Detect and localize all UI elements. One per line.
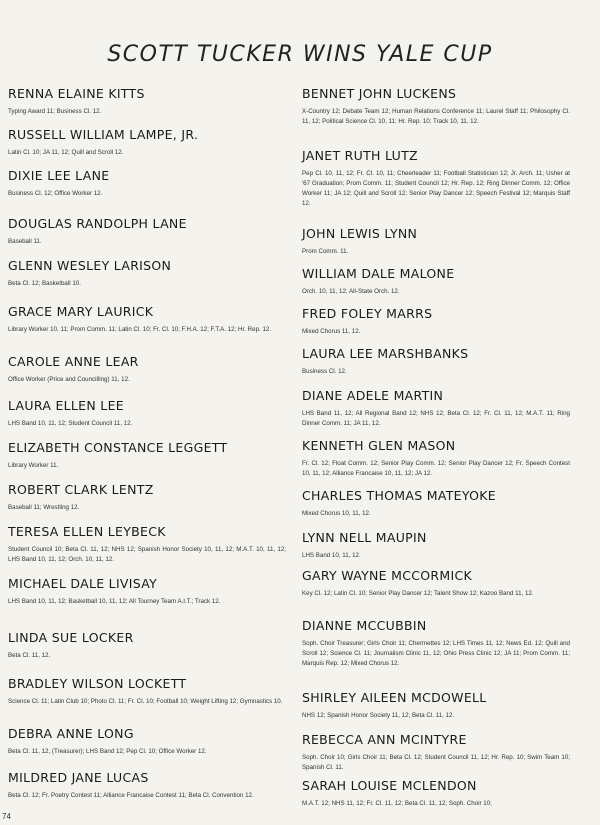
student-activities: Mixed Chorus 10, 11, 12. (302, 510, 371, 517)
student-activities: Office Worker (Price and Councilling) 11, 12. (8, 376, 130, 383)
student-name: LAURA LEE MARSHBANKS (302, 346, 469, 361)
student-entry (302, 266, 570, 297)
student-name: WILLIAM DALE MALONE (302, 266, 455, 281)
student-activities: Typing Award 11; Business Cl. 12. (8, 108, 102, 115)
student-entry (8, 86, 286, 117)
student-name: DIXIE LEE LANE (8, 168, 110, 183)
student-entry (8, 482, 286, 513)
student-name: SARAH LOUISE MCLENDON (302, 778, 477, 793)
student-entry (8, 576, 286, 607)
student-activities: X-Country 12; Debate Team 12; Human Relations Conference 11; Laurel Staff 11; Philosophy Cl. 11, 12; Political Science Cl. 10, 11; Hr. Rep. 10; Track 10, 11, 12. (302, 108, 570, 125)
student-name: DIANE ADELE MARTIN (302, 388, 444, 403)
student-activities: LHS Band 10, 11, 12. (302, 552, 361, 559)
student-entry (302, 488, 570, 519)
student-activities: Beta Cl. 11, 12, (Treasurer); LHS Band 12; Pep Cl. 10; Office Worker 12. (8, 748, 207, 755)
student-activities: Pep Cl. 10, 11, 12; Fr. Cl. 10, 11; Cheerleader 11; Football Statistician 12; Jr. Arch. 11; Usher at '67 Graduation; Prom Comm. 11; Student Council 12; Hr. Rep. 12; Ring Dinner Comm. 12; Office Worker 11; JA 12; Quill and Scroll 12; Senior Play Dancer 12; Speech Festival 12; Marquis Staff 12. (302, 170, 570, 207)
student-entry (302, 148, 570, 209)
student-name: LYNN NELL MAUPIN (302, 530, 427, 545)
student-name: LINDA SUE LOCKER (8, 630, 134, 645)
student-activities: Fr. Cl. 12; Float Comm. 12; Senior Play Comm. 12; Senior Play Dancer 12; Fr. Speech Contest 10, 11, 12; Alliance Francaise 10, 11, 12; JA 12. (302, 460, 570, 477)
student-name: CAROLE ANNE LEAR (8, 354, 139, 369)
student-entry (8, 440, 286, 471)
student-name: MILDRED JANE LUCAS (8, 770, 149, 785)
student-activities: LHS Band 10, 11, 12; Basketball 10, 11, 12; All Tourney Team A.I.T.; Track 12. (8, 598, 221, 605)
student-activities: Baseball 11. (8, 238, 42, 245)
student-name: MICHAEL DALE LIVISAY (8, 576, 158, 591)
student-entry (302, 732, 570, 773)
student-name: KENNETH GLEN MASON (302, 438, 456, 453)
student-activities: Mixed Chorus 11, 12. (302, 328, 361, 335)
student-name: JANET RUTH LUTZ (302, 148, 418, 163)
student-entry (302, 778, 570, 809)
student-activities: Library Worker 10, 11; Prom Comm. 11; Latin Cl. 10; Fr. Cl. 10; F.H.A. 12; F.T.A. 12; Hr. Rep. 12. (8, 326, 272, 333)
student-entry (8, 168, 286, 199)
student-entry (302, 438, 570, 479)
student-entry (8, 304, 286, 335)
student-entry (8, 127, 286, 158)
student-entry (8, 630, 286, 661)
student-entry (302, 346, 570, 377)
page-title: SCOTT TUCKER WINS YALE CUP (107, 42, 493, 67)
student-entry (8, 726, 286, 757)
student-entry (302, 618, 570, 669)
student-activities: Orch. 10, 11, 12; All-State Orch. 12. (302, 288, 400, 295)
student-name: GLENN WESLEY LARISON (8, 258, 172, 273)
student-activities: Library Worker 11. (8, 462, 59, 469)
student-activities: Business Cl. 12. (302, 368, 347, 375)
student-entry (302, 306, 570, 337)
student-entry (8, 258, 286, 289)
student-name: JOHN LEWIS LYNN (302, 226, 418, 241)
student-entry (302, 388, 570, 429)
student-entry (8, 676, 286, 707)
student-entry (302, 226, 570, 257)
student-activities: Latin Cl. 10; JA 11, 12; Quill and Scroll 12. (8, 149, 124, 156)
student-activities: Business Cl. 12; Office Worker 12. (8, 190, 103, 197)
student-entry (302, 86, 570, 127)
student-activities: Beta Cl. 11, 12. (8, 652, 51, 659)
student-name: ELIZABETH CONSTANCE LEGGETT (8, 440, 228, 455)
student-activities: LHS Band 10, 11, 12; Student Council 11, 12. (8, 420, 133, 427)
student-name: SHIRLEY AILEEN MCDOWELL (302, 690, 487, 705)
student-activities: Science Cl. 11; Latin Club 10; Photo Cl. 11; Fr. Cl. 10; Football 10; Weight Lifting 12; Gymnastics 10. (8, 698, 283, 705)
student-name: DOUGLAS RANDOLPH LANE (8, 216, 187, 231)
student-name: BENNET JOHN LUCKENS (302, 86, 457, 101)
student-activities: Beta Cl. 12; Fr. Poetry Contest 11; Alliance Francaise Contest 11; Beta Cl. Convention 12. (8, 792, 254, 799)
student-entry (302, 690, 570, 721)
page-number: 74 (2, 812, 11, 821)
student-entry (8, 216, 286, 247)
student-name: RUSSELL WILLIAM LAMPE, JR. (8, 127, 199, 142)
student-name: ROBERT CLARK LENTZ (8, 482, 154, 497)
student-entry (302, 530, 570, 561)
student-entry (8, 524, 286, 565)
student-activities: M.A.T. 12; NHS 11, 12; Fr. Cl. 11, 12; Beta Cl. 11, 12; Soph. Choir 10; (302, 800, 492, 807)
student-entry (8, 398, 286, 429)
student-name: CHARLES THOMAS MATEYOKE (302, 488, 496, 503)
student-activities: Baseball 11; Wrestling 12. (8, 504, 80, 511)
student-entry (302, 568, 570, 599)
student-name: TERESA ELLEN LEYBECK (8, 524, 166, 539)
student-entry (8, 354, 286, 385)
student-activities: LHS Band 11, 12; All Regional Band 12; NHS 12; Beta Cl. 12; Fr. Cl. 11, 12; M.A.T. 11; Ring Dinner Comm. 11; JA 11, 12. (302, 410, 570, 427)
student-name: BRADLEY WILSON LOCKETT (8, 676, 187, 691)
student-name: GRACE MARY LAURICK (8, 304, 154, 319)
student-name: GARY WAYNE MCCORMICK (302, 568, 473, 583)
student-name: LAURA ELLEN LEE (8, 398, 124, 413)
student-name: DEBRA ANNE LONG (8, 726, 134, 741)
student-activities: Prom Comm. 11. (302, 248, 349, 255)
student-name: REBECCA ANN MCINTYRE (302, 732, 467, 747)
student-name: RENNA ELAINE KITTS (8, 86, 145, 101)
student-name: DIANNE MCCUBBIN (302, 618, 427, 633)
student-activities: Soph. Choir 10; Girls Choir 11; Beta Cl. 12; Student Council 11, 12; Hr. Rep. 10; Swim Team 10; Spanish Cl. 11. (302, 754, 570, 771)
student-activities: Beta Cl. 12; Basketball 10. (8, 280, 81, 287)
student-activities: Student Council 10; Beta Cl. 11, 12; NHS 12; Spanish Honor Society 10, 11, 12; M.A.T. 10, 11, 12; LHS Band 10, 11, 12; Orch. 10, 11, 12. (8, 546, 286, 563)
student-name: FRED FOLEY MARRS (302, 306, 433, 321)
student-activities: Key Cl. 12; Latin Cl. 10; Senior Play Dancer 12; Talent Show 12; Kazoo Band 11, 12. (302, 590, 534, 597)
student-entry (8, 770, 286, 801)
student-activities: NHS 12; Spanish Honor Society 11, 12; Beta Cl. 11, 12. (302, 712, 455, 719)
student-activities: Soph. Choir Treasurer; Girls Choir 11; Chermettes 12; LHS Times 11, 12; News Ed. 12; Quill and Scroll 12; Science Cl. 11; Journalism Clinic 11, 12; Ohio Press Clinic 12; JA 11; Prom Comm. 11; Marquis Rep. 12; Mixed Chorus 12. (302, 640, 570, 667)
